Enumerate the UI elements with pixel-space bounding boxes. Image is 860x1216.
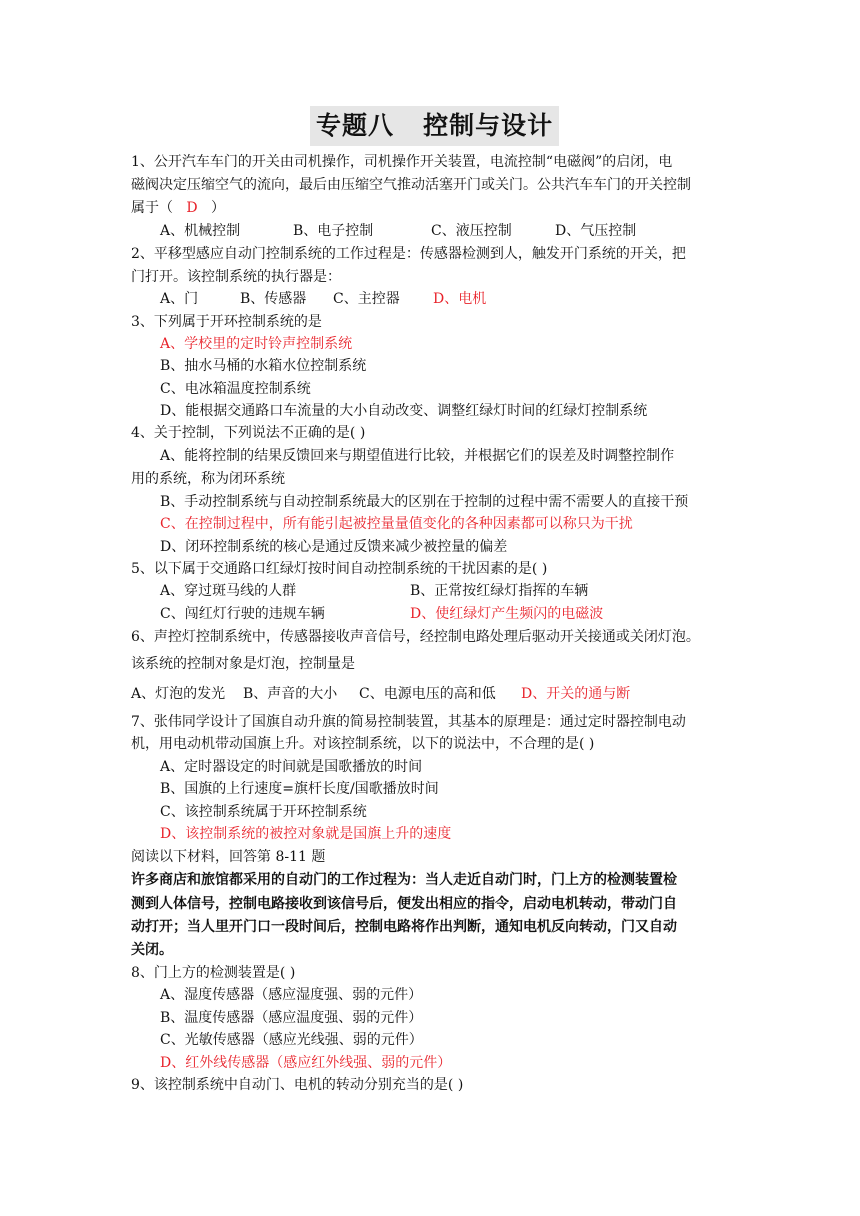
q6-stem-line-1: 6、声控灯控制系统中，传感器接收声音信号，经控制电路处理后驱动开关接通或关闭灯泡。 <box>131 629 700 645</box>
q6-option-d-answer: D、开关的通与断 <box>521 686 631 702</box>
q1-stem-line-3 <box>131 198 225 218</box>
q5-option-a: A、穿过斑马线的人群 <box>160 583 297 599</box>
q3-option-d: D、能根据交通路口车流量的大小自动改变、调整红绿灯时间的红绿灯控制系统 <box>160 403 648 419</box>
q1-answer: D <box>186 200 198 216</box>
q3-option-a-answer: A、学校里的定时铃声控制系统 <box>160 336 353 352</box>
q3-option-b: B、抽水马桶的水箱水位控制系统 <box>160 358 367 374</box>
reading-intro: 阅读以下材料，回答第 8-11 题 <box>131 849 326 865</box>
reading-passage-line-2: 测到人体信号，控制电路接收到该信号后，便发出相应的指令，启动电机转动，带动门自 <box>131 896 677 912</box>
q2-option-a: A、门 <box>160 291 199 307</box>
q2-option-d-answer: D、电机 <box>433 291 487 307</box>
q3-stem: 3、下列属于开环控制系统的是 <box>131 314 322 330</box>
q4-option-a-line-2: 用的系统，称为闭环系统 <box>131 471 285 487</box>
q1-bracket-close: ） <box>211 200 225 216</box>
q6-option-a: A、灯泡的发光 <box>131 686 226 702</box>
q7-option-b: B、国旗的上行速度=旗杆长度/国歌播放时间 <box>160 781 439 797</box>
q1-option-c: C、液压控制 <box>431 223 512 239</box>
q7-stem-line-1: 7、张伟同学设计了国旗自动升旗的简易控制装置，其基本的原理是：通过定时器控制电动 <box>131 714 686 730</box>
q5-option-c: C、闯红灯行驶的违规车辆 <box>160 606 325 622</box>
q2-stem-line-1: 2、平移型感应自动门控制系统的工作过程是：传感器检测到人，触发开门系统的开关，把 <box>131 246 686 262</box>
q8-option-c: C、光敏传感器（感应光线强、弱的元件） <box>160 1032 423 1048</box>
q7-option-d-answer: D、该控制系统的被控对象就是国旗上升的速度 <box>160 826 452 842</box>
q6-option-b: B、声音的大小 <box>243 686 338 702</box>
q4-option-c-answer: C、在控制过程中，所有能引起被控量量值变化的各种因素都可以称只为干扰 <box>160 516 633 532</box>
q4-option-d: D、闭环控制系统的核心是通过反馈来减少被控量的偏差 <box>160 539 508 555</box>
q7-stem-line-2: 机，用电动机带动国旗上升。对该控制系统，以下的说法中，不合理的是( ) <box>131 736 595 752</box>
q1-bracket-open: 属于（ <box>131 200 173 216</box>
q1-option-d: D、气压控制 <box>555 223 637 239</box>
q9-stem: 9、该控制系统中自动门、电机的转动分别充当的是( ) <box>131 1077 464 1093</box>
q5-option-d-answer: D、使红绿灯产生频闪的电磁波 <box>410 606 604 622</box>
q2-option-b: B、传感器 <box>240 291 307 307</box>
q7-option-a: A、定时器设定的时间就是国歌播放的时间 <box>160 759 423 775</box>
reading-passage-line-3: 动打开；当人里开门口一段时间后，控制电路将作出判断，通知电机反向转动，门又自动 <box>131 919 677 935</box>
q8-stem: 8、门上方的检测装置是( ) <box>131 965 296 981</box>
q1-option-b: B、电子控制 <box>293 223 374 239</box>
q4-option-a-line-1: A、能将控制的结果反馈回来与期望值进行比较，并根据它们的误差及时调整控制作 <box>160 448 675 464</box>
q2-option-c: C、主控器 <box>333 291 400 307</box>
q5-option-b: B、正常按红绿灯指挥的车辆 <box>410 583 589 599</box>
q3-option-c: C、电冰箱温度控制系统 <box>160 381 311 397</box>
q1-stem-line-2: 磁阀决定压缩空气的流向，最后由压缩空气推动活塞开门或关门。公共汽车车门的开关控制 <box>131 177 691 193</box>
q8-option-a: A、湿度传感器（感应湿度强、弱的元件） <box>160 987 423 1003</box>
q5-stem: 5、以下属于交通路口红绿灯按时间自动控制系统的干扰因素的是( ) <box>131 561 548 577</box>
q4-stem: 4、关于控制，下列说法不正确的是( ) <box>131 425 366 441</box>
q2-stem-line-2: 门打开。该控制系统的执行器是： <box>131 269 341 285</box>
q8-option-d-answer: D、红外线传感器（感应红外线强、弱的元件） <box>160 1055 452 1071</box>
reading-passage-line-1: 许多商店和旅馆都采用的自动门的工作过程为：当人走近自动门时，门上方的检测装置检 <box>131 872 677 888</box>
q6-option-c: C、电源电压的高和低 <box>359 686 496 702</box>
q8-option-b: B、温度传感器（感应温度强、弱的元件） <box>160 1010 423 1026</box>
q6-stem-line-2: 该系统的控制对象是灯泡，控制量是 <box>131 656 355 672</box>
q1-stem-line-1: 1、公开汽车车门的开关由司机操作，司机操作开关装置，电流控制“电磁阀”的启闭，电 <box>131 154 673 170</box>
q1-option-a: A、机械控制 <box>160 223 241 239</box>
q4-option-b: B、手动控制系统与自动控制系统最大的区别在于控制的过程中需不需要人的直接干预 <box>160 494 689 510</box>
q7-option-c: C、该控制系统属于开环控制系统 <box>160 804 367 820</box>
reading-passage-line-4: 关闭。 <box>131 942 173 958</box>
page-title: 专题八 控制与设计 <box>310 106 559 146</box>
